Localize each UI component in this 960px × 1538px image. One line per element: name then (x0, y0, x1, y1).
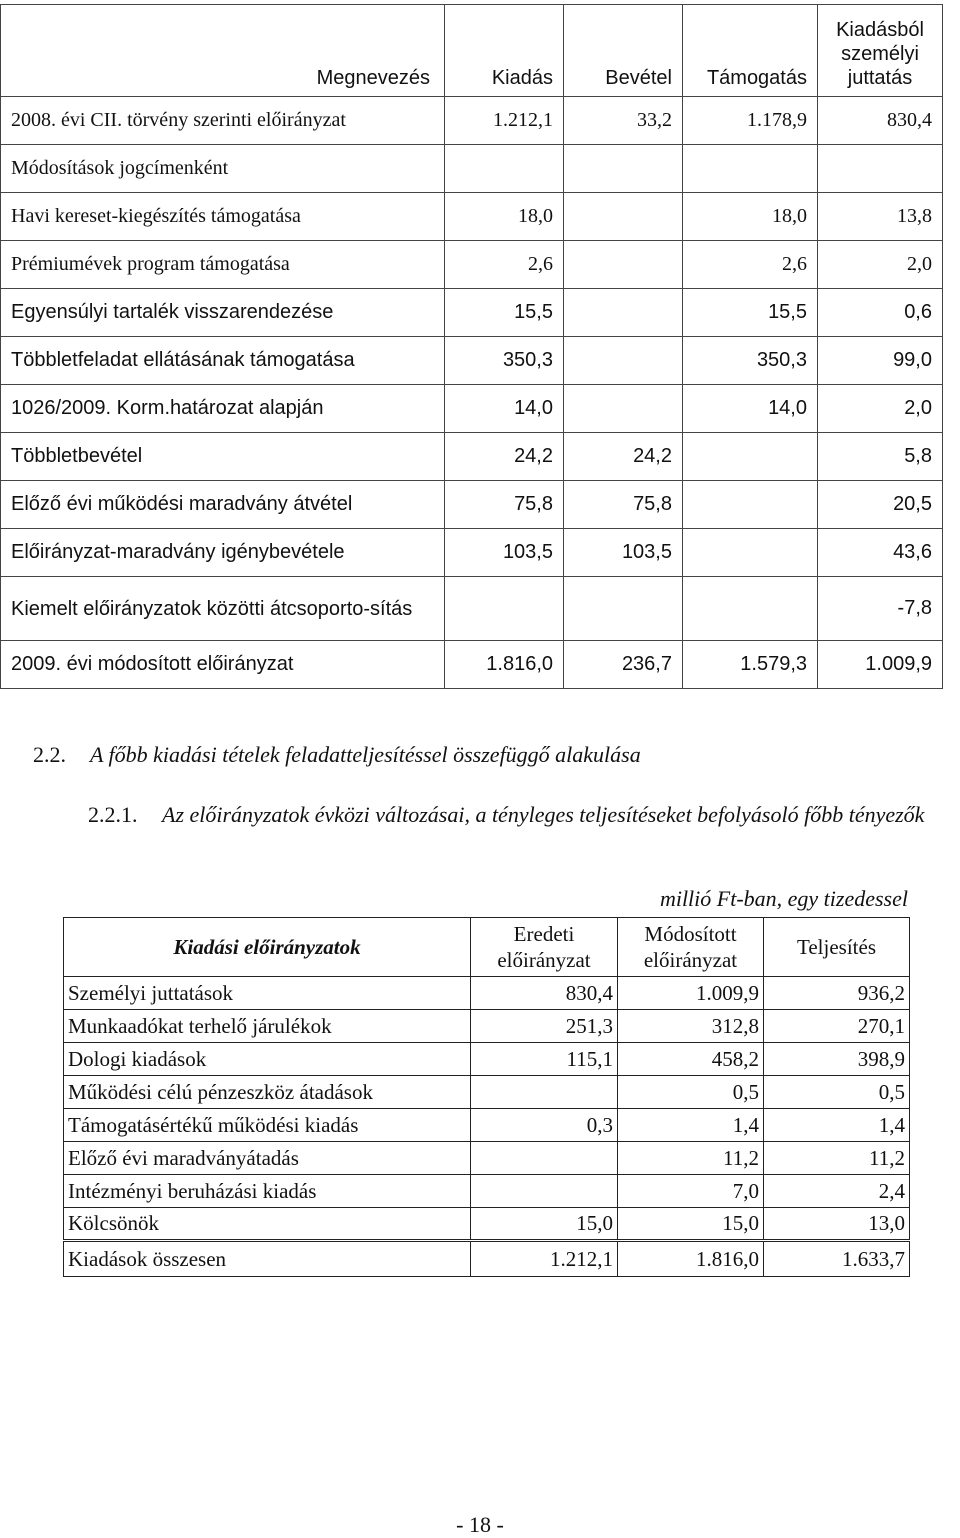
cell-teljesites: 2,4 (764, 1175, 910, 1208)
col-header-megnevezes: Megnevezés (1, 5, 445, 97)
cell-tamogatas (683, 529, 818, 577)
cell-tamogatas (683, 577, 818, 641)
col-header-teljesites: Teljesítés (764, 918, 910, 977)
col-header-bevetel: Bevétel (564, 5, 683, 97)
section-heading-2-2-1 (88, 800, 960, 830)
cell-kiadas: 18,0 (445, 193, 564, 241)
cell-szemelyi: 20,5 (818, 481, 943, 529)
table-row (1, 289, 943, 337)
total-eredeti: 1.212,1 (471, 1241, 618, 1277)
section-heading-2-2 (33, 742, 641, 768)
cell-modositott: 458,2 (618, 1043, 764, 1076)
cell-teljesites: 1,4 (764, 1109, 910, 1142)
col-header-tamogatas: Támogatás (683, 5, 818, 97)
row-label: Havi kereset-kiegészítés támogatása (1, 193, 445, 241)
cell-bevetel: 103,5 (564, 529, 683, 577)
row-label: Kiemelt előirányzatok közötti átcsoporto-sítás (1, 577, 445, 641)
cell-kiadas: 24,2 (445, 433, 564, 481)
col-header-szemelyi-juttatas: Kiadásból személyi juttatás (818, 5, 943, 97)
cell-kiadas (445, 577, 564, 641)
cell-tamogatas: 1.178,9 (683, 97, 818, 145)
table-row (64, 1043, 910, 1076)
cell-szemelyi: 830,4 (818, 97, 943, 145)
cell-eredeti: 115,1 (471, 1043, 618, 1076)
cell-modositott: 312,8 (618, 1010, 764, 1043)
table-row (1, 577, 943, 641)
expenditure-table (63, 917, 910, 1277)
cell-szemelyi: -7,8 (818, 577, 943, 641)
subsection-number: 2.2.1. (88, 802, 138, 827)
cell-bevetel: 24,2 (564, 433, 683, 481)
cell-tamogatas: 350,3 (683, 337, 818, 385)
cell-bevetel: 75,8 (564, 481, 683, 529)
row-label: Többletfeladat ellátásának támogatása (1, 337, 445, 385)
cell-bevetel: 33,2 (564, 97, 683, 145)
cell-modositott: 0,5 (618, 1076, 764, 1109)
cell-szemelyi: 13,8 (818, 193, 943, 241)
row-label: Működési célú pénzeszköz átadások (64, 1076, 471, 1109)
table-row (1, 481, 943, 529)
row-label: Egyensúlyi tartalék visszarendezése (1, 289, 445, 337)
cell-teljesites: 13,0 (764, 1208, 910, 1241)
table-row (64, 1175, 910, 1208)
cell-szemelyi: 1.009,9 (818, 641, 943, 689)
cell-eredeti (471, 1175, 618, 1208)
cell-szemelyi: 43,6 (818, 529, 943, 577)
total-teljesites: 1.633,7 (764, 1241, 910, 1277)
cell-eredeti (471, 1076, 618, 1109)
cell-kiadas: 103,5 (445, 529, 564, 577)
cell-szemelyi: 5,8 (818, 433, 943, 481)
cell-bevetel (564, 289, 683, 337)
cell-teljesites: 936,2 (764, 977, 910, 1010)
table-row (64, 977, 910, 1010)
row-label: Dologi kiadások (64, 1043, 471, 1076)
cell-tamogatas: 2,6 (683, 241, 818, 289)
cell-eredeti: 830,4 (471, 977, 618, 1010)
col-header-eredeti: Eredeti előirányzat (471, 918, 618, 977)
table-row (1, 385, 943, 433)
cell-tamogatas (683, 145, 818, 193)
unit-note: millió Ft-ban, egy tizedessel (659, 886, 908, 911)
table-row (1, 529, 943, 577)
cell-modositott: 1.009,9 (618, 977, 764, 1010)
table-row (1, 193, 943, 241)
cell-teljesites: 0,5 (764, 1076, 910, 1109)
cell-tamogatas (683, 481, 818, 529)
col-header-modositott: Módosított előirányzat (618, 918, 764, 977)
cell-kiadas: 15,5 (445, 289, 564, 337)
table-row (64, 1208, 910, 1241)
row-label: Prémiumévek program támogatása (1, 241, 445, 289)
total-row (64, 1241, 910, 1277)
col-header-kiadasi-eloiranyzatok: Kiadási előirányzatok (64, 918, 471, 977)
col-header-kiadas: Kiadás (445, 5, 564, 97)
cell-teljesites: 270,1 (764, 1010, 910, 1043)
cell-szemelyi: 2,0 (818, 385, 943, 433)
row-label: Intézményi beruházási kiadás (64, 1175, 471, 1208)
table-row (1, 97, 943, 145)
cell-bevetel (564, 337, 683, 385)
cell-kiadas: 1.212,1 (445, 97, 564, 145)
table-row (64, 1010, 910, 1043)
cell-teljesites: 398,9 (764, 1043, 910, 1076)
cell-bevetel (564, 385, 683, 433)
cell-bevetel (564, 193, 683, 241)
cell-tamogatas: 18,0 (683, 193, 818, 241)
cell-kiadas: 75,8 (445, 481, 564, 529)
row-label: Előző évi maradványátadás (64, 1142, 471, 1175)
table-row (64, 1142, 910, 1175)
table-row (1, 641, 943, 689)
cell-modositott: 7,0 (618, 1175, 764, 1208)
cell-eredeti: 0,3 (471, 1109, 618, 1142)
cell-bevetel (564, 145, 683, 193)
cell-bevetel (564, 241, 683, 289)
cell-szemelyi: 0,6 (818, 289, 943, 337)
table-row (1, 433, 943, 481)
cell-tamogatas: 15,5 (683, 289, 818, 337)
row-label: 1026/2009. Korm.határozat alapján (1, 385, 445, 433)
cell-kiadas: 14,0 (445, 385, 564, 433)
cell-bevetel: 236,7 (564, 641, 683, 689)
table-row (64, 1076, 910, 1109)
cell-modositott: 1,4 (618, 1109, 764, 1142)
cell-eredeti: 251,3 (471, 1010, 618, 1043)
total-modositott: 1.816,0 (618, 1241, 764, 1277)
cell-tamogatas: 14,0 (683, 385, 818, 433)
appropriation-changes-table (0, 4, 943, 689)
cell-kiadas (445, 145, 564, 193)
cell-teljesites: 11,2 (764, 1142, 910, 1175)
page-number: - 18 - (456, 1512, 504, 1537)
cell-modositott: 11,2 (618, 1142, 764, 1175)
cell-szemelyi: 2,0 (818, 241, 943, 289)
row-label: 2009. évi módosított előirányzat (1, 641, 445, 689)
cell-kiadas: 1.816,0 (445, 641, 564, 689)
cell-tamogatas: 1.579,3 (683, 641, 818, 689)
row-label: Többletbevétel (1, 433, 445, 481)
section-number: 2.2. (33, 742, 66, 767)
row-label: 2008. évi CII. törvény szerinti előirányzat (1, 97, 445, 145)
cell-eredeti (471, 1142, 618, 1175)
cell-szemelyi (818, 145, 943, 193)
row-label: Előirányzat-maradvány igénybevétele (1, 529, 445, 577)
cell-eredeti: 15,0 (471, 1208, 618, 1241)
row-label: Munkaadókat terhelő járulékok (64, 1010, 471, 1043)
row-label: Személyi juttatások (64, 977, 471, 1010)
row-label: Előző évi működési maradvány átvétel (1, 481, 445, 529)
cell-bevetel (564, 577, 683, 641)
table-row (1, 145, 943, 193)
table-row (64, 1109, 910, 1142)
table-row (1, 337, 943, 385)
total-label: Kiadások összesen (64, 1241, 471, 1277)
subsection-title: Az előirányzatok évközi változásai, a tényleges teljesítéseket befolyásoló főbb tényezők (162, 802, 925, 827)
row-label: Módosítások jogcímenként (1, 145, 445, 193)
cell-szemelyi: 99,0 (818, 337, 943, 385)
section-title: A főbb kiadási tételek feladatteljesítéssel összefüggő alakulása (90, 742, 641, 767)
cell-kiadas: 350,3 (445, 337, 564, 385)
cell-kiadas: 2,6 (445, 241, 564, 289)
table-row (1, 241, 943, 289)
cell-tamogatas (683, 433, 818, 481)
row-label: Kölcsönök (64, 1208, 471, 1241)
row-label: Támogatásértékű működési kiadás (64, 1109, 471, 1142)
cell-modositott: 15,0 (618, 1208, 764, 1241)
